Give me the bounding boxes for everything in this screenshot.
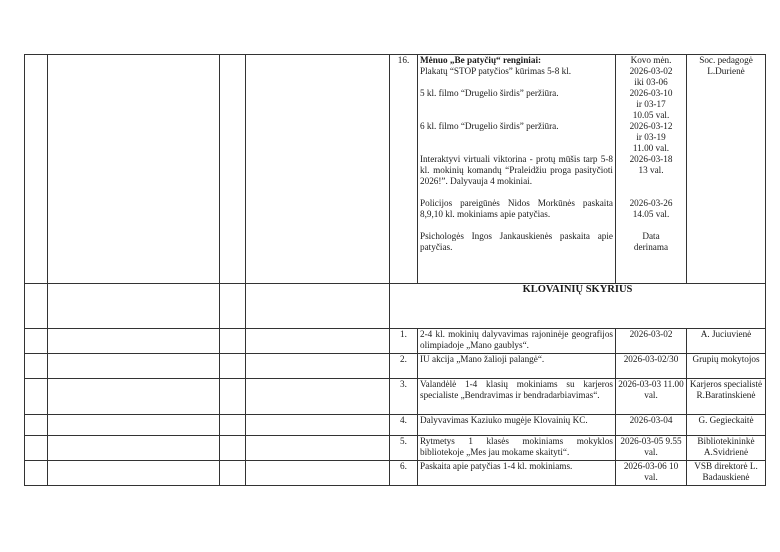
date-line: derinama <box>633 242 669 252</box>
event-date: 2026-03-05 9.55 val. <box>616 436 687 461</box>
empty-cell <box>25 55 48 284</box>
date-line: ir 03-19 <box>636 132 666 142</box>
table-row <box>25 436 766 461</box>
empty-cell <box>220 461 246 486</box>
event-item: Psichologės Ingos Jankauskienės paskaita apie patyčias. <box>420 231 613 252</box>
event-description: Rytmetys 1 klasės mokiniams mokyklos bibliotekoje „Mes jau mokame skaityti“. <box>418 436 616 461</box>
empty-cell <box>220 354 246 379</box>
row-number: 1. <box>390 329 418 354</box>
table-row <box>25 329 766 354</box>
event-item: Policijos pareigūnės Nidos Morkūnės paskaita 8,9,10 kl. mokiniams apie patyčias. <box>420 198 613 219</box>
empty-cell <box>220 379 246 415</box>
responsible-cell <box>687 55 766 284</box>
table-row <box>25 415 766 436</box>
table-row <box>25 55 766 284</box>
empty-cell <box>48 55 220 284</box>
date-line: 2026-03-10 <box>629 88 673 98</box>
table-row <box>25 379 766 415</box>
empty-cell <box>25 379 48 415</box>
section-title: KLOVAINIŲ SKYRIUS <box>390 284 766 329</box>
empty-cell <box>48 436 220 461</box>
empty-cell <box>48 354 220 379</box>
event-item: 6 kl. filmo “Drugelio širdis” peržiūra. <box>420 121 559 131</box>
event-description: Valandėlė 1-4 klasių mokiniams su karjeros specialiste „Bendravimas ir bendradarbiavimas“. <box>418 379 616 415</box>
date-line: 13 val. <box>638 165 664 175</box>
row-number: 6. <box>390 461 418 486</box>
event-date: 2026-03-04 <box>616 415 687 436</box>
empty-cell <box>25 415 48 436</box>
empty-cell <box>246 461 390 486</box>
empty-cell <box>25 461 48 486</box>
date-line: 14.05 val. <box>632 209 670 219</box>
empty-cell <box>220 436 246 461</box>
responsible-person: A. Juciuvienė <box>687 329 766 354</box>
responsible-person: Karjeros specialistė R.Baratinskienė <box>687 379 766 415</box>
empty-cell <box>48 415 220 436</box>
empty-cell <box>246 354 390 379</box>
empty-cell <box>246 379 390 415</box>
empty-cell <box>220 329 246 354</box>
event-description: IU akcija „Mano žalioji palangė“. <box>418 354 616 379</box>
empty-cell <box>220 415 246 436</box>
empty-cell <box>246 329 390 354</box>
responsible-person: Bibliotekininkė A.Svidrienė <box>687 436 766 461</box>
row-number: 2. <box>390 354 418 379</box>
date-line: iki 03-06 <box>634 77 668 87</box>
date-line: 2026-03-12 <box>629 121 673 131</box>
responsible-line: L.Durienė <box>707 66 745 76</box>
date-line: Kovo mėn. <box>630 55 672 65</box>
row-number: 3. <box>390 379 418 415</box>
empty-cell <box>220 55 246 284</box>
responsible-person: VSB direktorė L. Badauskienė <box>687 461 766 486</box>
empty-cell <box>25 284 48 329</box>
row-number: 16. <box>390 55 418 284</box>
event-date: 2026-03-02 <box>616 329 687 354</box>
empty-cell <box>25 436 48 461</box>
event-date: 2026-03-06 10 val. <box>616 461 687 486</box>
empty-cell <box>25 329 48 354</box>
events-table <box>24 54 766 486</box>
row-number: 4. <box>390 415 418 436</box>
event-description: Dalyvavimas Kaziuko mugėje Klovainių KC. <box>418 415 616 436</box>
empty-cell <box>25 354 48 379</box>
row-number: 5. <box>390 436 418 461</box>
event-item: Plakatų “STOP patyčios” kūrimas 5-8 kl. <box>420 66 572 76</box>
event-description: 2-4 kl. mokinių dalyvavimas rajoninėje geografijos olimpiadoje „Mano gaublys“. <box>418 329 616 354</box>
event-date: 2026-03-03 11.00 val. <box>616 379 687 415</box>
date-line: 11.00 val. <box>632 143 670 153</box>
table-row <box>25 354 766 379</box>
date-line: 2026-03-26 <box>629 198 673 208</box>
empty-cell <box>246 436 390 461</box>
event-item: Interaktyvi virtuali viktorina - protų mūšis tarp 5-8 kl. mokinių komandų “Praleidžiu proga pasityčioti 2026!”. Dalyvauja 4 mokiniai. <box>420 154 613 186</box>
date-line: ir 03-17 <box>636 99 666 109</box>
event-date: 2026-03-02/30 <box>616 354 687 379</box>
table-row <box>25 461 766 486</box>
event-list-title: Mėnuo „Be patyčių“ renginiai: <box>420 55 542 65</box>
empty-cell <box>246 415 390 436</box>
event-item: 5 kl. filmo “Drugelio širdis” peržiūra. <box>420 88 559 98</box>
date-line: 2026-03-18 <box>629 154 673 164</box>
empty-cell <box>246 55 390 284</box>
empty-cell <box>246 284 390 329</box>
section-header-row <box>25 284 766 329</box>
event-description-cell <box>418 55 616 284</box>
empty-cell <box>48 379 220 415</box>
event-dates-cell <box>616 55 687 284</box>
responsible-person: Grupių mokytojos <box>687 354 766 379</box>
date-line: 2026-03-02 <box>629 66 673 76</box>
empty-cell <box>220 284 246 329</box>
date-line: Data <box>642 231 660 241</box>
responsible-line: Soc. pedagogė <box>699 55 753 65</box>
empty-cell <box>48 461 220 486</box>
empty-cell <box>48 329 220 354</box>
date-line: 10.05 val. <box>632 110 670 120</box>
event-description: Paskaita apie patyčias 1-4 kl. mokiniams. <box>418 461 616 486</box>
empty-cell <box>48 284 220 329</box>
responsible-person: G. Gegieckaitė <box>687 415 766 436</box>
